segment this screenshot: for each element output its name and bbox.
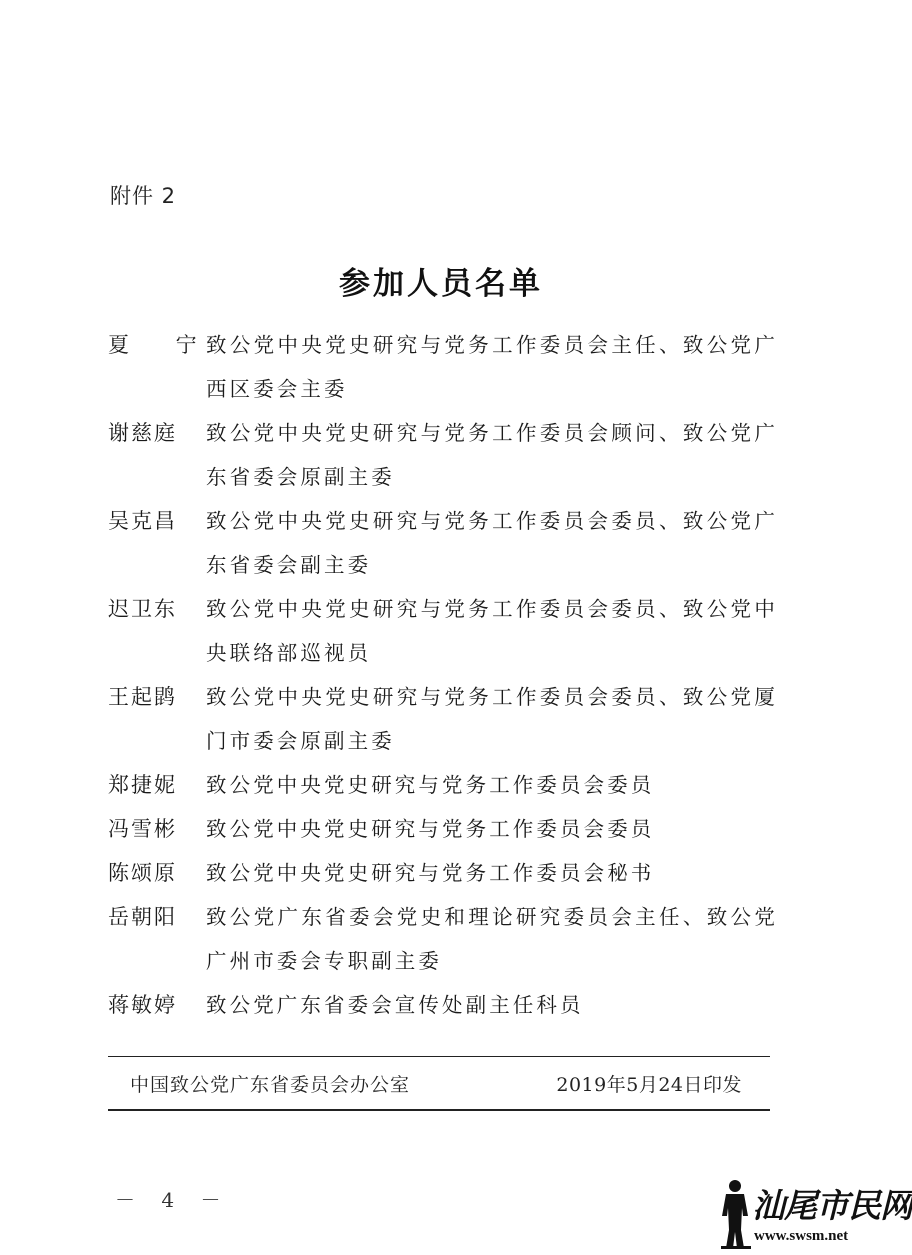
footer-date: 2019年5月24日印发 <box>556 1074 742 1096</box>
list-item <box>108 895 778 983</box>
participant-role: 致公党中央党史研究与党务工作委员会秘书 <box>206 861 655 885</box>
list-item <box>108 675 778 763</box>
participant-name: 谢慈庭 <box>108 421 177 445</box>
watermark-url: www.swsm.net <box>754 1228 849 1244</box>
participant-name: 吴克昌 <box>108 509 177 533</box>
participant-role: 致公党中央党史研究与党务工作委员会委员、致公党广东省委会副主委 <box>206 509 778 577</box>
participant-role: 致公党中央党史研究与党务工作委员会主任、致公党广西区委会主委 <box>206 333 778 401</box>
participant-role: 致公党中央党史研究与党务工作委员会委员 <box>206 773 655 797</box>
participant-name: 蒋敏婷 <box>108 993 177 1017</box>
participant-name: 冯雪彬 <box>108 817 177 841</box>
participant-name: 陈颂原 <box>108 861 177 885</box>
participant-name: 郑捷妮 <box>108 773 177 797</box>
list-item <box>108 983 778 1027</box>
list-item <box>108 323 778 411</box>
participant-role: 致公党中央党史研究与党务工作委员会委员、致公党厦门市委会原副主委 <box>206 685 778 753</box>
participant-role: 致公党中央党史研究与党务工作委员会委员 <box>206 817 655 841</box>
participant-name: 迟卫东 <box>108 597 177 621</box>
participant-role: 致公党中央党史研究与党务工作委员会委员、致公党中央联络部巡视员 <box>206 597 778 665</box>
list-item <box>108 411 778 499</box>
participant-name: 夏 宁 <box>108 333 217 357</box>
participant-name: 岳朝阳 <box>108 905 177 929</box>
page-number: － 4 － <box>115 1188 231 1212</box>
watermark-logo-text: 汕尾市民网 <box>752 1186 912 1225</box>
participant-role: 致公党广东省委会党史和理论研究委员会主任、致公党广州市委会专职副主委 <box>206 905 778 973</box>
participant-name: 王起鹍 <box>108 685 177 709</box>
participant-role: 致公党中央党史研究与党务工作委员会顾问、致公党广东省委会原副主委 <box>206 421 778 489</box>
attachment-label: 附件 2 <box>110 184 177 208</box>
participant-list <box>108 323 778 1027</box>
list-item <box>108 587 778 675</box>
list-item <box>108 763 778 807</box>
site-watermark <box>718 1178 912 1250</box>
list-item <box>108 807 778 851</box>
page-title: 参加人员名单 <box>339 266 543 302</box>
footer-issuer: 中国致公党广东省委员会办公室 <box>130 1074 411 1096</box>
participant-role: 致公党广东省委会宣传处副主任科员 <box>206 993 584 1017</box>
print-footer <box>108 1056 770 1111</box>
list-item <box>108 499 778 587</box>
list-item <box>108 851 778 895</box>
